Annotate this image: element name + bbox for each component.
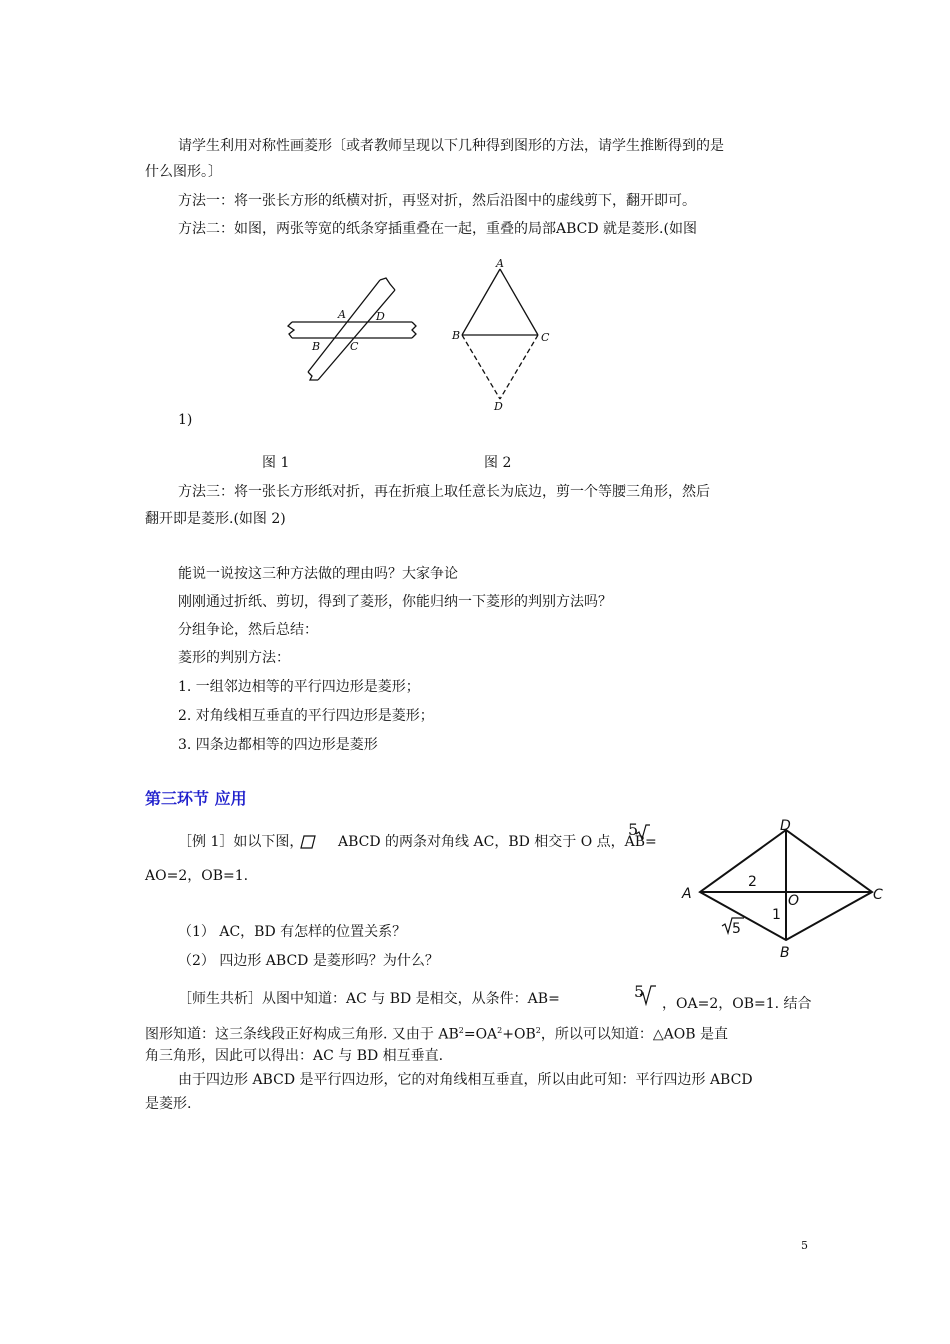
fig1-label-d: D <box>376 310 385 323</box>
fig1-label-a: A <box>338 308 346 321</box>
method-3-line-2: 翻开即是菱形.(如图 2) <box>145 511 286 527</box>
fig3-label-c: C <box>873 887 883 903</box>
method-2: 方法二：如图，两张等宽的纸条穿插重叠在一起，重叠的局部ABCD 就是菱形.(如图 <box>178 221 697 237</box>
example-sqrt-number: 5 <box>628 820 639 839</box>
parallelogram-icon <box>300 835 316 849</box>
analysis-line-3: 角三角形，因此可以得出：AC 与 BD 相互垂直. <box>145 1048 444 1064</box>
criteria-item-3: 3. 四条边都相等的四边形是菱形 <box>178 737 378 753</box>
analysis-line-1a: ［师生共析］从图中知道：AC 与 BD 是相交，从条件：AB= <box>178 991 560 1007</box>
fig3-label-d: D <box>780 818 791 834</box>
method-3-line-1: 方法三：将一张长方形纸对折，再在折痕上取任意长为底边，剪一个等腰三角形，然后 <box>178 484 710 500</box>
method-2-tail: 1) <box>178 412 193 428</box>
fig3-length-ob: 1 <box>772 907 781 923</box>
page-number: 5 <box>801 1239 808 1252</box>
example-question-1: （1） AC，BD 有怎样的位置关系？ <box>178 924 407 940</box>
analysis-line-5: 是菱形. <box>145 1096 192 1112</box>
criteria-item-1: 1. 一组邻边相等的平行四边形是菱形； <box>178 679 420 695</box>
analysis-line-2a: 图形知道：这三条线段正好构成三角形. 又由于 AB <box>145 1026 459 1043</box>
intro-line-1: 请学生利用对称性画菱形〔或者教师呈现以下几种得到图形的方法，请学生推断得到的是 <box>178 138 724 154</box>
sqrt-icon <box>636 824 650 840</box>
fig3-length-ao: 2 <box>748 874 757 890</box>
fig2-label-a: A <box>496 257 504 270</box>
example-line-1b: ABCD 的两条对角线 AC，BD 相交于 O 点，AB= <box>338 834 657 850</box>
example-question-2: （2） 四边形 ABCD 是菱形吗？为什么？ <box>178 953 439 969</box>
criteria-item-2: 2. 对角线相互垂直的平行四边形是菱形； <box>178 708 434 724</box>
figure-3 <box>680 820 895 965</box>
fig3-length-ab: 5 <box>732 921 741 937</box>
analysis-sqrt-icon <box>640 985 656 1005</box>
analysis-line-2 <box>145 1021 728 1045</box>
fig2-label-c: C <box>541 331 550 344</box>
figure-1 <box>280 270 420 410</box>
discussion-q3: 分组争论，然后总结： <box>178 622 318 638</box>
fig3-label-a: A <box>682 886 692 902</box>
superscript-2: 2 <box>535 1026 541 1035</box>
fig3-label-b: B <box>780 945 790 961</box>
analysis-sqrt-number: 5 <box>634 982 645 1001</box>
example-line-2: AO=2，OB=1. <box>145 868 249 884</box>
superscript-2: 2 <box>497 1026 503 1035</box>
superscript-2: 2 <box>458 1026 464 1035</box>
fig2-label-d: D <box>494 400 503 413</box>
figure-1-caption: 图 1 <box>262 455 290 471</box>
figure-2-caption: 图 2 <box>484 455 512 471</box>
analysis-line-2b: =OA <box>463 1026 498 1043</box>
fig1-label-c: C <box>350 340 359 353</box>
analysis-line-1b: ，OA=2，OB=1. 结合 <box>662 996 812 1012</box>
section-title: 第三环节 应用 <box>145 789 247 808</box>
discussion-q2: 刚刚通过折纸、剪切，得到了菱形，你能归纳一下菱形的判别方法吗？ <box>178 594 612 610</box>
analysis-line-4: 由于四边形 ABCD 是平行四边形，它的对角线相互垂直，所以由此可知：平行四边形 ABCD <box>178 1072 753 1088</box>
figure-2 <box>448 255 558 415</box>
intro-line-2: 什么图形。〕 <box>145 164 222 180</box>
fig1-label-b: B <box>312 340 321 353</box>
fig3-label-o: O <box>788 893 800 909</box>
example-line-1a: ［例 1］如以下图， <box>178 834 304 850</box>
discussion-q4: 菱形的判别方法： <box>178 650 290 666</box>
analysis-line-2d: ，所以可以知道：△AOB 是直 <box>540 1026 728 1043</box>
discussion-q1: 能说一说按这三种方法做的理由吗？大家争论 <box>178 566 458 582</box>
method-1: 方法一：将一张长方形的纸横对折，再竖对折，然后沿图中的虚线剪下，翻开即可。 <box>178 193 696 209</box>
fig2-label-b: B <box>452 329 461 342</box>
analysis-line-2c: +OB <box>502 1026 536 1043</box>
